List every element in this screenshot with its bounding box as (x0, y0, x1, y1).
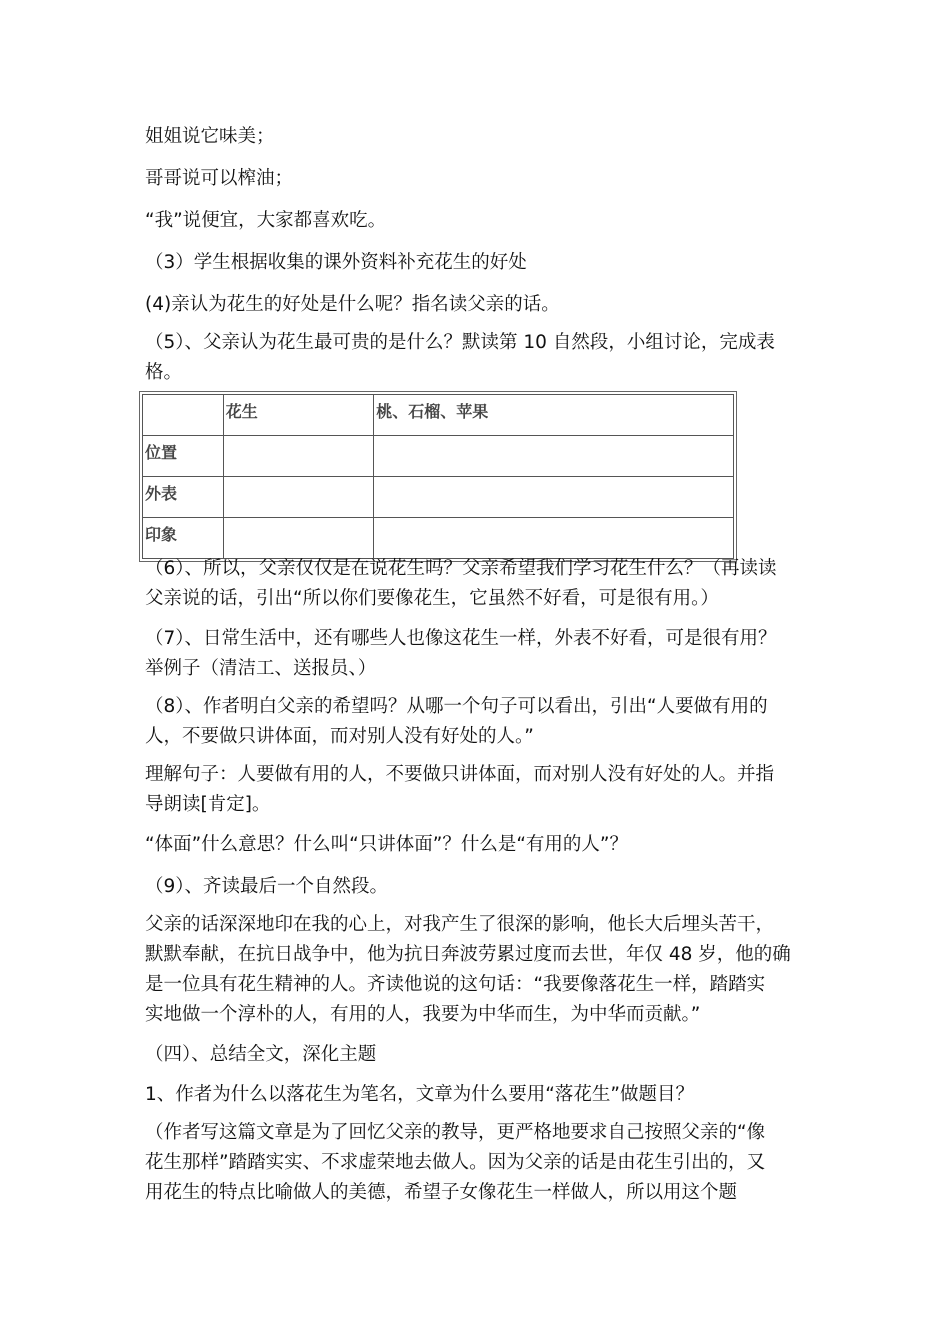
table-cell (223, 477, 373, 518)
table-cell (374, 436, 734, 477)
text-line: （3）学生根据收集的课外资料补充花生的好处 (145, 252, 527, 273)
comparison-table (142, 394, 734, 559)
table-cell (223, 518, 373, 559)
text-line: 默默奉献，在抗日战争中，他为抗日奔波劳累过度而去世，年仅 48 岁，他的确 (145, 944, 791, 965)
text-line: “我”说便宜，大家都喜欢吃。 (145, 210, 387, 231)
text-line: （8）、作者明白父亲的希望吗？从哪一个句子可以看出，引出“人要做有用的 (145, 696, 768, 717)
table-cell (223, 436, 373, 477)
table-cell (374, 477, 734, 518)
table-row-label: 外表 (143, 477, 224, 518)
table-row-label: 印象 (143, 518, 224, 559)
table-row (143, 518, 734, 559)
text-line: 是一位具有花生精神的人。齐读他说的这句话：“我要像落花生一样，踏踏实 (145, 974, 766, 995)
text-line: （7）、日常生活中，还有哪些人也像这花生一样，外表不好看，可是很有用？ (145, 628, 777, 649)
table-row (143, 477, 734, 518)
text-line: （6）、所以，父亲仅仅是在说花生吗？父亲希望我们学习花生什么？（再读读 (145, 558, 777, 579)
text-line: 举例子（清洁工、送报员、） (145, 658, 377, 679)
table-header-row (143, 395, 734, 436)
text-line: (4)亲认为花生的好处是什么呢？指名读父亲的话。 (145, 294, 560, 315)
table-header-cell: 桃、石榴、苹果 (374, 395, 734, 436)
table-header-cell (143, 395, 224, 436)
text-line: 父亲说的话，引出“所以你们要像花生，它虽然不好看，可是很有用。） (145, 588, 719, 609)
text-line: 姐姐说它味美； (145, 126, 275, 147)
text-line: “体面”什么意思？什么叫“只讲体面”？什么是“有用的人”？ (145, 834, 629, 855)
text-line: 花生那样”踏踏实实、不求虚荣地去做人。因为父亲的话是由花生引出的，又 (145, 1152, 766, 1173)
text-line: 人，不要做只讲体面，而对别人没有好处的人。” (145, 726, 534, 747)
text-line: （9）、齐读最后一个自然段。 (145, 876, 389, 897)
table-row-label: 位置 (143, 436, 224, 477)
text-line: 父亲的话深深地印在我的心上，对我产生了很深的影响，他长大后埋头苦干， (145, 914, 775, 935)
text-line: 实地做一个淳朴的人，有用的人，我要为中华而生，为中华而贡献。” (145, 1004, 701, 1025)
text-line: （5）、父亲认为花生最可贵的是什么？默读第 10 自然段，小组讨论，完成表 (145, 332, 775, 353)
table-row (143, 436, 734, 477)
text-line: 导朗读[肯定]。 (145, 794, 271, 815)
text-line: 哥哥说可以榨油； (145, 168, 294, 189)
table-header-cell: 花生 (223, 395, 373, 436)
table-cell (374, 518, 734, 559)
text-line: （作者写这篇文章是为了回忆父亲的教导，更严格地要求自己按照父亲的“像 (145, 1122, 766, 1143)
text-line: 理解句子：人要做有用的人，不要做只讲体面，而对别人没有好处的人。并指 (145, 764, 775, 785)
text-line: 用花生的特点比喻做人的美德，希望子女像花生一样做人，所以用这个题 (145, 1182, 738, 1203)
section-heading: （四）、总结全文，深化主题 (145, 1044, 377, 1065)
text-line: 1、作者为什么以落花生为笔名，文章为什么要用“落花生”做题目？ (145, 1084, 694, 1105)
text-line: 格。 (145, 362, 183, 383)
